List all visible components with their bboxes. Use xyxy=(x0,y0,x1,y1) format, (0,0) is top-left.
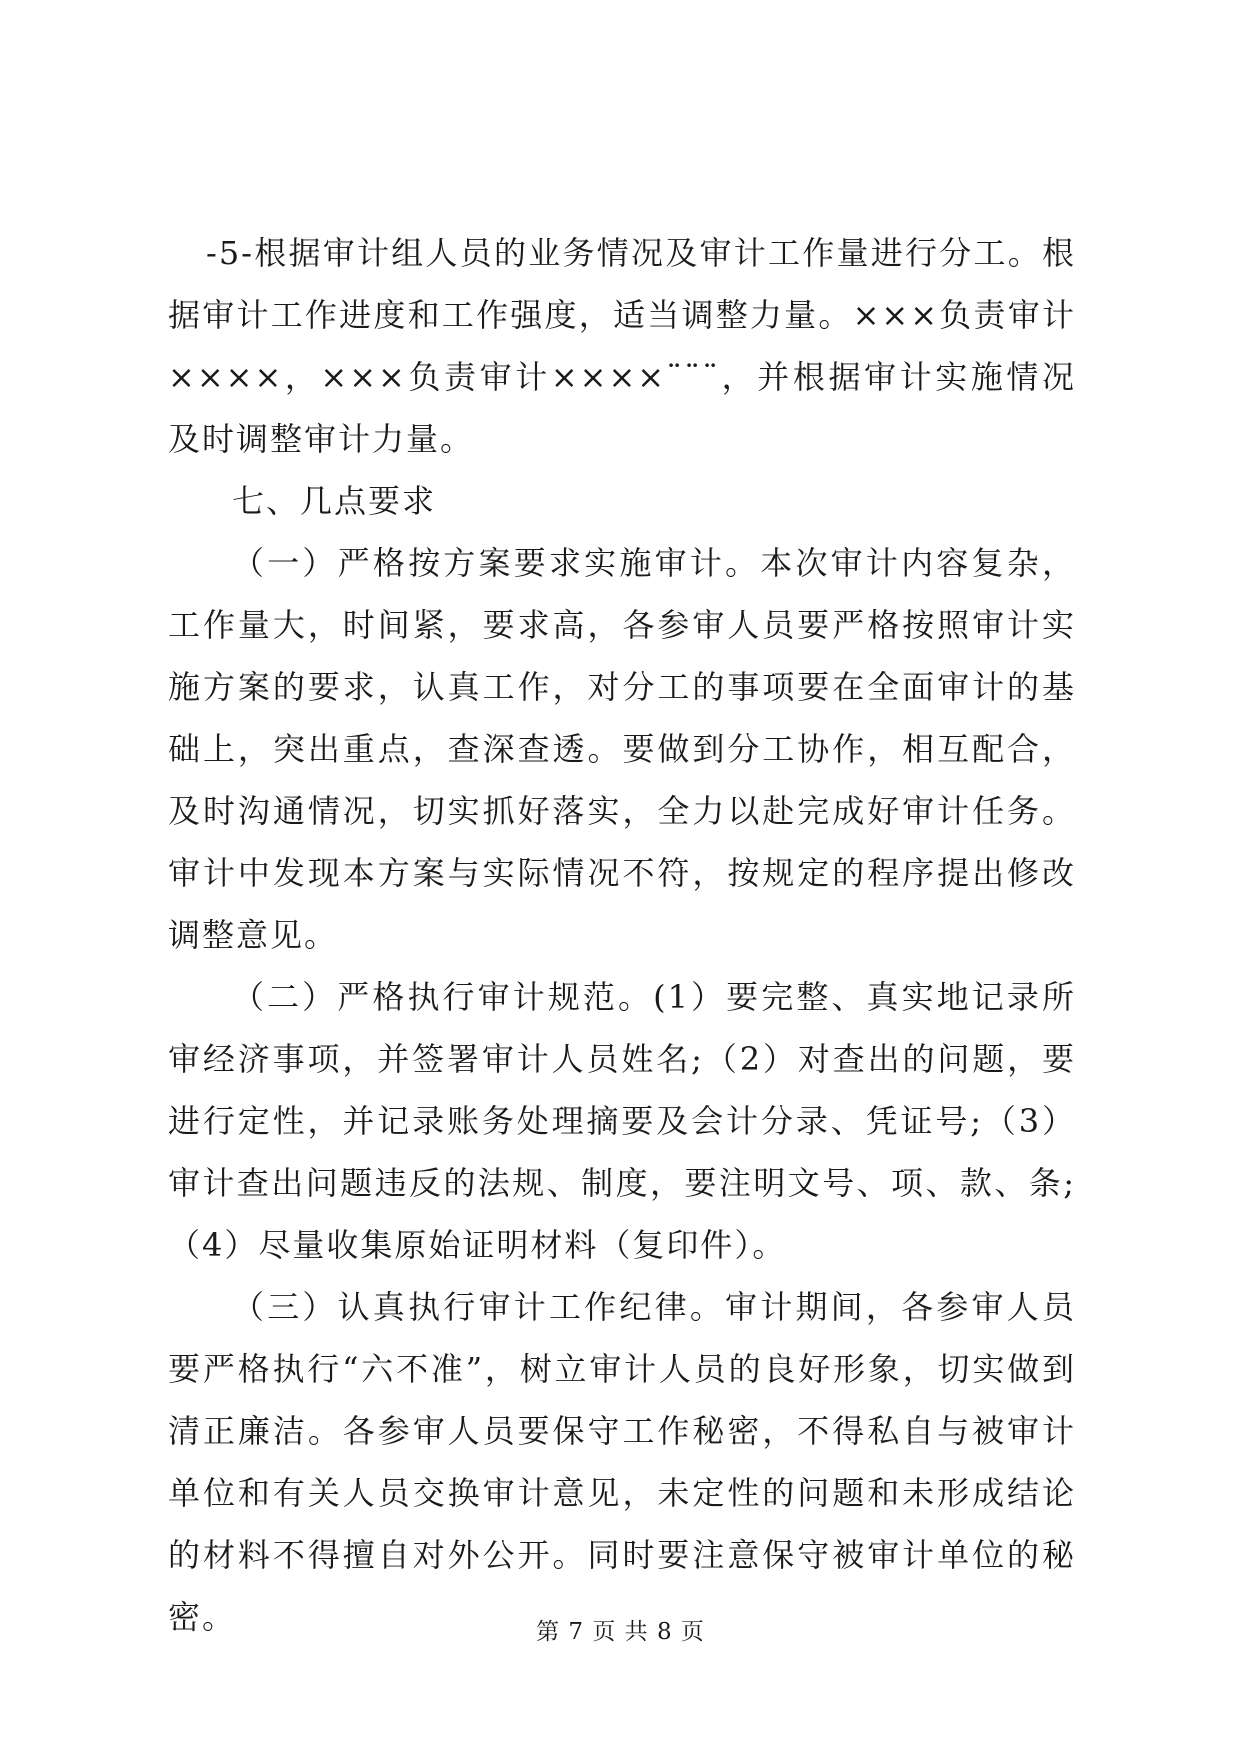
paragraph-staff-division: -5-根据审计组人员的业务情况及审计工作量进行分工。根据审计工作进度和工作强度，适当调整力量。×××负责审计××××，×××负责审计××××¨¨¨，并根据审计实施情况及时调整审计力量。 xyxy=(168,234,1076,458)
section-heading-requirements: 七、几点要求 xyxy=(232,482,437,520)
page-number-footer: 第 7 页 共 8 页 xyxy=(536,1619,705,1645)
paragraph-requirement-1: （一）严格按方案要求实施审计。本次审计内容复杂，工作量大，时间紧，要求高，各参审人员要严格按照审计实施方案的要求，认真工作，对分工的事项要在全面审计的基础上，突出重点，查深查透。要做到分工协作，相互配合，及时沟通情况，切实抓好落实，全力以赴完成好审计任务。审计中发现本方案与实际情况不符，按规定的程序提出修改调整意见。 xyxy=(168,544,1076,954)
document-body xyxy=(168,222,1076,1648)
paragraph-requirement-2: （二）严格执行审计规范。(1）要完整、真实地记录所审经济事项，并签署审计人员姓名;（2）对查出的问题，要进行定性，并记录账务处理摘要及会计分录、凭证号;（3）审计查出问题违反的法规、制度，要注明文号、项、款、条;（4）尽量收集原始证明材料（复印件）。 xyxy=(168,978,1076,1264)
paragraph-requirement-3: （三）认真执行审计工作纪律。审计期间，各参审人员要严格执行“六不准”，树立审计人员的良好形象，切实做到清正廉洁。各参审人员要保守工作秘密，不得私自与被审计单位和有关人员交换审计意见，未定性的问题和未形成结论的材料不得擅自对外公开。同时要注意保守被审计单位的秘密。 xyxy=(168,1288,1076,1636)
